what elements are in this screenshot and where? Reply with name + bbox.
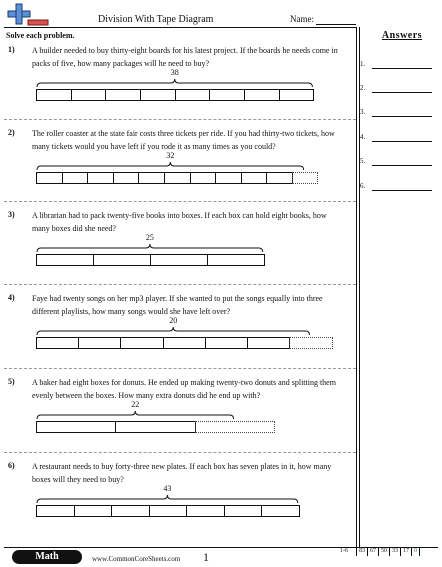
problem-text: The roller coaster at the state fair costs three tickets per ride. If you had thirty-two tickets, how many tickets would you have left if you rode it as many times as you could?: [32, 129, 335, 151]
tape-diagram: [36, 337, 328, 349]
problem-number: 1): [8, 45, 15, 54]
answer-number: 4.: [360, 133, 366, 141]
answer-row: [360, 182, 438, 192]
tape-cell: [207, 254, 265, 266]
tape-total-label: 32: [166, 151, 175, 160]
name-label: Name:: [290, 14, 314, 24]
instructions: Solve each problem.: [6, 31, 75, 40]
tape-cell: [78, 337, 121, 349]
answer-number: 3.: [360, 108, 366, 116]
answer-number: 1.: [360, 60, 366, 68]
tape-cell: [140, 89, 176, 101]
tape-cell: [163, 337, 206, 349]
tape-brace: [36, 243, 264, 253]
problem-number: 3): [8, 210, 15, 219]
answer-row: [360, 108, 438, 118]
subject-badge: Math: [12, 550, 82, 564]
answer-divider: [356, 27, 357, 547]
problem-number: 5): [8, 377, 15, 386]
tape-cell: [71, 89, 107, 101]
tape-cell: [105, 89, 141, 101]
tape-partial-cell: [292, 172, 319, 184]
tape-cell: [138, 172, 165, 184]
score-cell: 17: [400, 547, 411, 556]
tape-cell: [36, 254, 94, 266]
tape-cell: [244, 89, 280, 101]
tape-cell: [62, 172, 89, 184]
tape-cell: [36, 337, 79, 349]
score-cell: 0: [411, 547, 420, 556]
tape-total-label: 20: [169, 316, 178, 325]
tape-total-label: 22: [131, 400, 140, 409]
problem-number: 6): [8, 461, 15, 470]
problem-separator: [4, 201, 356, 202]
problem-separator: [4, 119, 356, 120]
tape-cell: [36, 505, 75, 517]
problem-text: A librarian had to pack twenty-five books into boxes. If each box can hold eight books, how many boxes did she need?: [32, 211, 327, 233]
answer-blank[interactable]: [372, 165, 432, 166]
answer-row: [360, 60, 438, 70]
score-table: [356, 547, 420, 556]
problem-separator: [4, 452, 356, 453]
tape-cell: [279, 89, 315, 101]
header-rule: [4, 27, 356, 28]
tape-cell: [261, 505, 300, 517]
tape-cell: [74, 505, 113, 517]
tape-brace: [36, 494, 299, 504]
problem-text: A builder needed to buy thirty-eight boards for his latest project. If the boards he needs come in packs of five, how many packages will he need to buy?: [32, 46, 338, 68]
tape-brace: [36, 410, 235, 420]
tape-total-label: 25: [145, 233, 154, 242]
problem-separator: [4, 284, 356, 285]
answers-title: Answers: [381, 30, 423, 41]
problem-separator: [4, 368, 356, 369]
tape-cell: [266, 172, 293, 184]
tape-cell: [36, 172, 63, 184]
score-cell: 67: [367, 547, 378, 556]
tape-cell: [111, 505, 150, 517]
logo-icon: [4, 3, 50, 29]
tape-cell: [93, 254, 151, 266]
tape-cell: [209, 89, 245, 101]
problem-text: A restaurant needs to buy forty-three new plates. If each box has seven plates in it, how many boxes will they need to buy?: [32, 462, 332, 484]
answer-number: 2.: [360, 84, 366, 92]
score-range-label: 1-6: [340, 548, 348, 554]
tape-diagram: [36, 254, 328, 266]
answer-blank[interactable]: [372, 116, 432, 117]
tape-cell: [164, 172, 191, 184]
tape-brace: [36, 161, 305, 171]
tape-cell: [113, 172, 140, 184]
tape-cell: [247, 337, 290, 349]
tape-cell: [149, 505, 188, 517]
page-title: Division With Tape Diagram: [98, 14, 214, 25]
answer-number: 5.: [360, 157, 366, 165]
problem-text: A baker had eight boxes for donuts. He ended up making twenty-two donuts and splitting them evenly between the boxes. How many extra donuts did he end up with?: [32, 378, 336, 400]
answer-row: [360, 157, 438, 167]
answer-row: [360, 84, 438, 94]
tape-total-label: 43: [163, 484, 172, 493]
tape-cell: [241, 172, 268, 184]
tape-cell: [150, 254, 208, 266]
score-cell: 83: [356, 547, 367, 556]
answer-blank[interactable]: [372, 92, 432, 93]
tape-diagram: [36, 421, 328, 433]
tape-cell: [215, 172, 242, 184]
tape-cell: [175, 89, 211, 101]
tape-cell: [87, 172, 114, 184]
problem-number: 4): [8, 293, 15, 302]
answer-blank[interactable]: [372, 190, 432, 191]
answer-blank[interactable]: [372, 68, 432, 69]
tape-brace: [36, 326, 310, 336]
problem-number: 2): [8, 128, 15, 137]
page-number: 1: [203, 550, 209, 564]
tape-diagram: [36, 172, 328, 184]
tape-cell: [205, 337, 248, 349]
tape-total-label: 38: [170, 68, 179, 77]
tape-cell: [115, 421, 195, 433]
tape-partial-cell: [195, 421, 275, 433]
tape-diagram: [36, 89, 328, 101]
tape-partial-cell: [289, 337, 332, 349]
tape-cell: [186, 505, 225, 517]
score-cell: 50: [378, 547, 389, 556]
tape-cell: [36, 421, 116, 433]
answer-blank[interactable]: [372, 141, 432, 142]
score-cell: 33: [389, 547, 400, 556]
tape-cell: [224, 505, 263, 517]
answer-row: [360, 133, 438, 143]
tape-cell: [190, 172, 217, 184]
tape-diagram: [36, 505, 328, 517]
site-url: www.CommonCoreSheets.com: [92, 555, 181, 563]
tape-brace: [36, 78, 313, 88]
tape-cell: [120, 337, 163, 349]
problem-text: Faye had twenty songs on her mp3 player. If she wanted to put the songs equally into three different playlists, how many songs would she have left over?: [32, 294, 323, 316]
tape-cell: [36, 89, 72, 101]
answer-number: 6.: [360, 182, 366, 190]
name-line: [316, 24, 356, 25]
answer-divider-inner: [359, 27, 360, 547]
